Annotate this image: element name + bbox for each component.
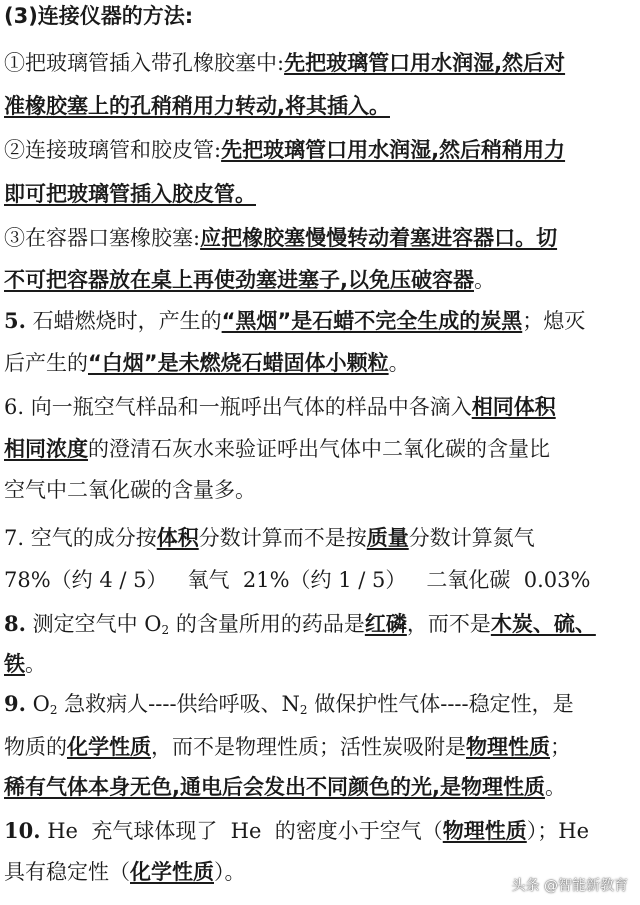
text-line: 准橡胶塞上的孔稍稍用力转动,将其插入。 [4,94,390,118]
text-line: 78%（约 4 / 5） 氧气 21%（约 1 / 5） 二氧化碳 0.03% [4,568,591,592]
text-line: 6. 向一瓶空气样品和一瓶呼出气体的样品中各滴入相同体积 [4,395,556,419]
text-line: 8. 测定空气中 $O_2$ 的含量所用的药品是红磷，而不是木炭、硫、 [4,611,596,637]
text-line: ①把玻璃管插入带孔橡胶塞中:先把玻璃管口用水润湿,然后对 [4,51,566,75]
text-line: ③在容器口塞橡胶塞:应把橡胶塞慢慢转动着塞进容器口。切 [4,226,558,250]
text-line: ②连接玻璃管和胶皮管:先把玻璃管口用水润湿,然后稍稍用力 [4,138,566,162]
text-line: 稀有气体本身无色,通电后会发出不同颜色的光,是物理性质。 [4,775,566,799]
text-line: 即可把玻璃管插入胶皮管。 [4,182,256,206]
section-heading: (3)连接仪器的方法: [4,4,194,28]
text-line: 9. $O_2$ 急救病人----供给呼吸、$N_2$ 做保护性气体----稳定性，是 [4,691,574,717]
text-line: 相同浓度的澄清石灰水来验证呼出气体中二氧化碳的含量比 [4,437,550,461]
watermark: 头条 @智能新教育 [511,878,628,894]
text-line: 10. He 充气球体现了 He 的密度小于空气（物理性质）；He [4,818,590,843]
text-line: 不可把容器放在桌上再使劲塞进塞子,以免压破容器。 [4,268,495,292]
text-line: 5. 石蜡燃烧时，产生的“黑烟”是石蜡不完全生成的炭黑；熄灭 [4,308,586,333]
text-line: 具有稳定性（化学性质）。 [4,860,246,884]
text-line: 空气中二氧化碳的含量多。 [4,478,256,502]
text-line: 7. 空气的成分按体积分数计算而不是按质量分数计算氮气 [4,526,535,550]
text-line: 后产生的“白烟”是未燃烧石蜡固体小颗粒。 [4,351,410,375]
text-line: 物质的化学性质，而不是物理性质；活性炭吸附是物理性质； [4,735,571,759]
text-line: 铁。 [4,652,46,676]
